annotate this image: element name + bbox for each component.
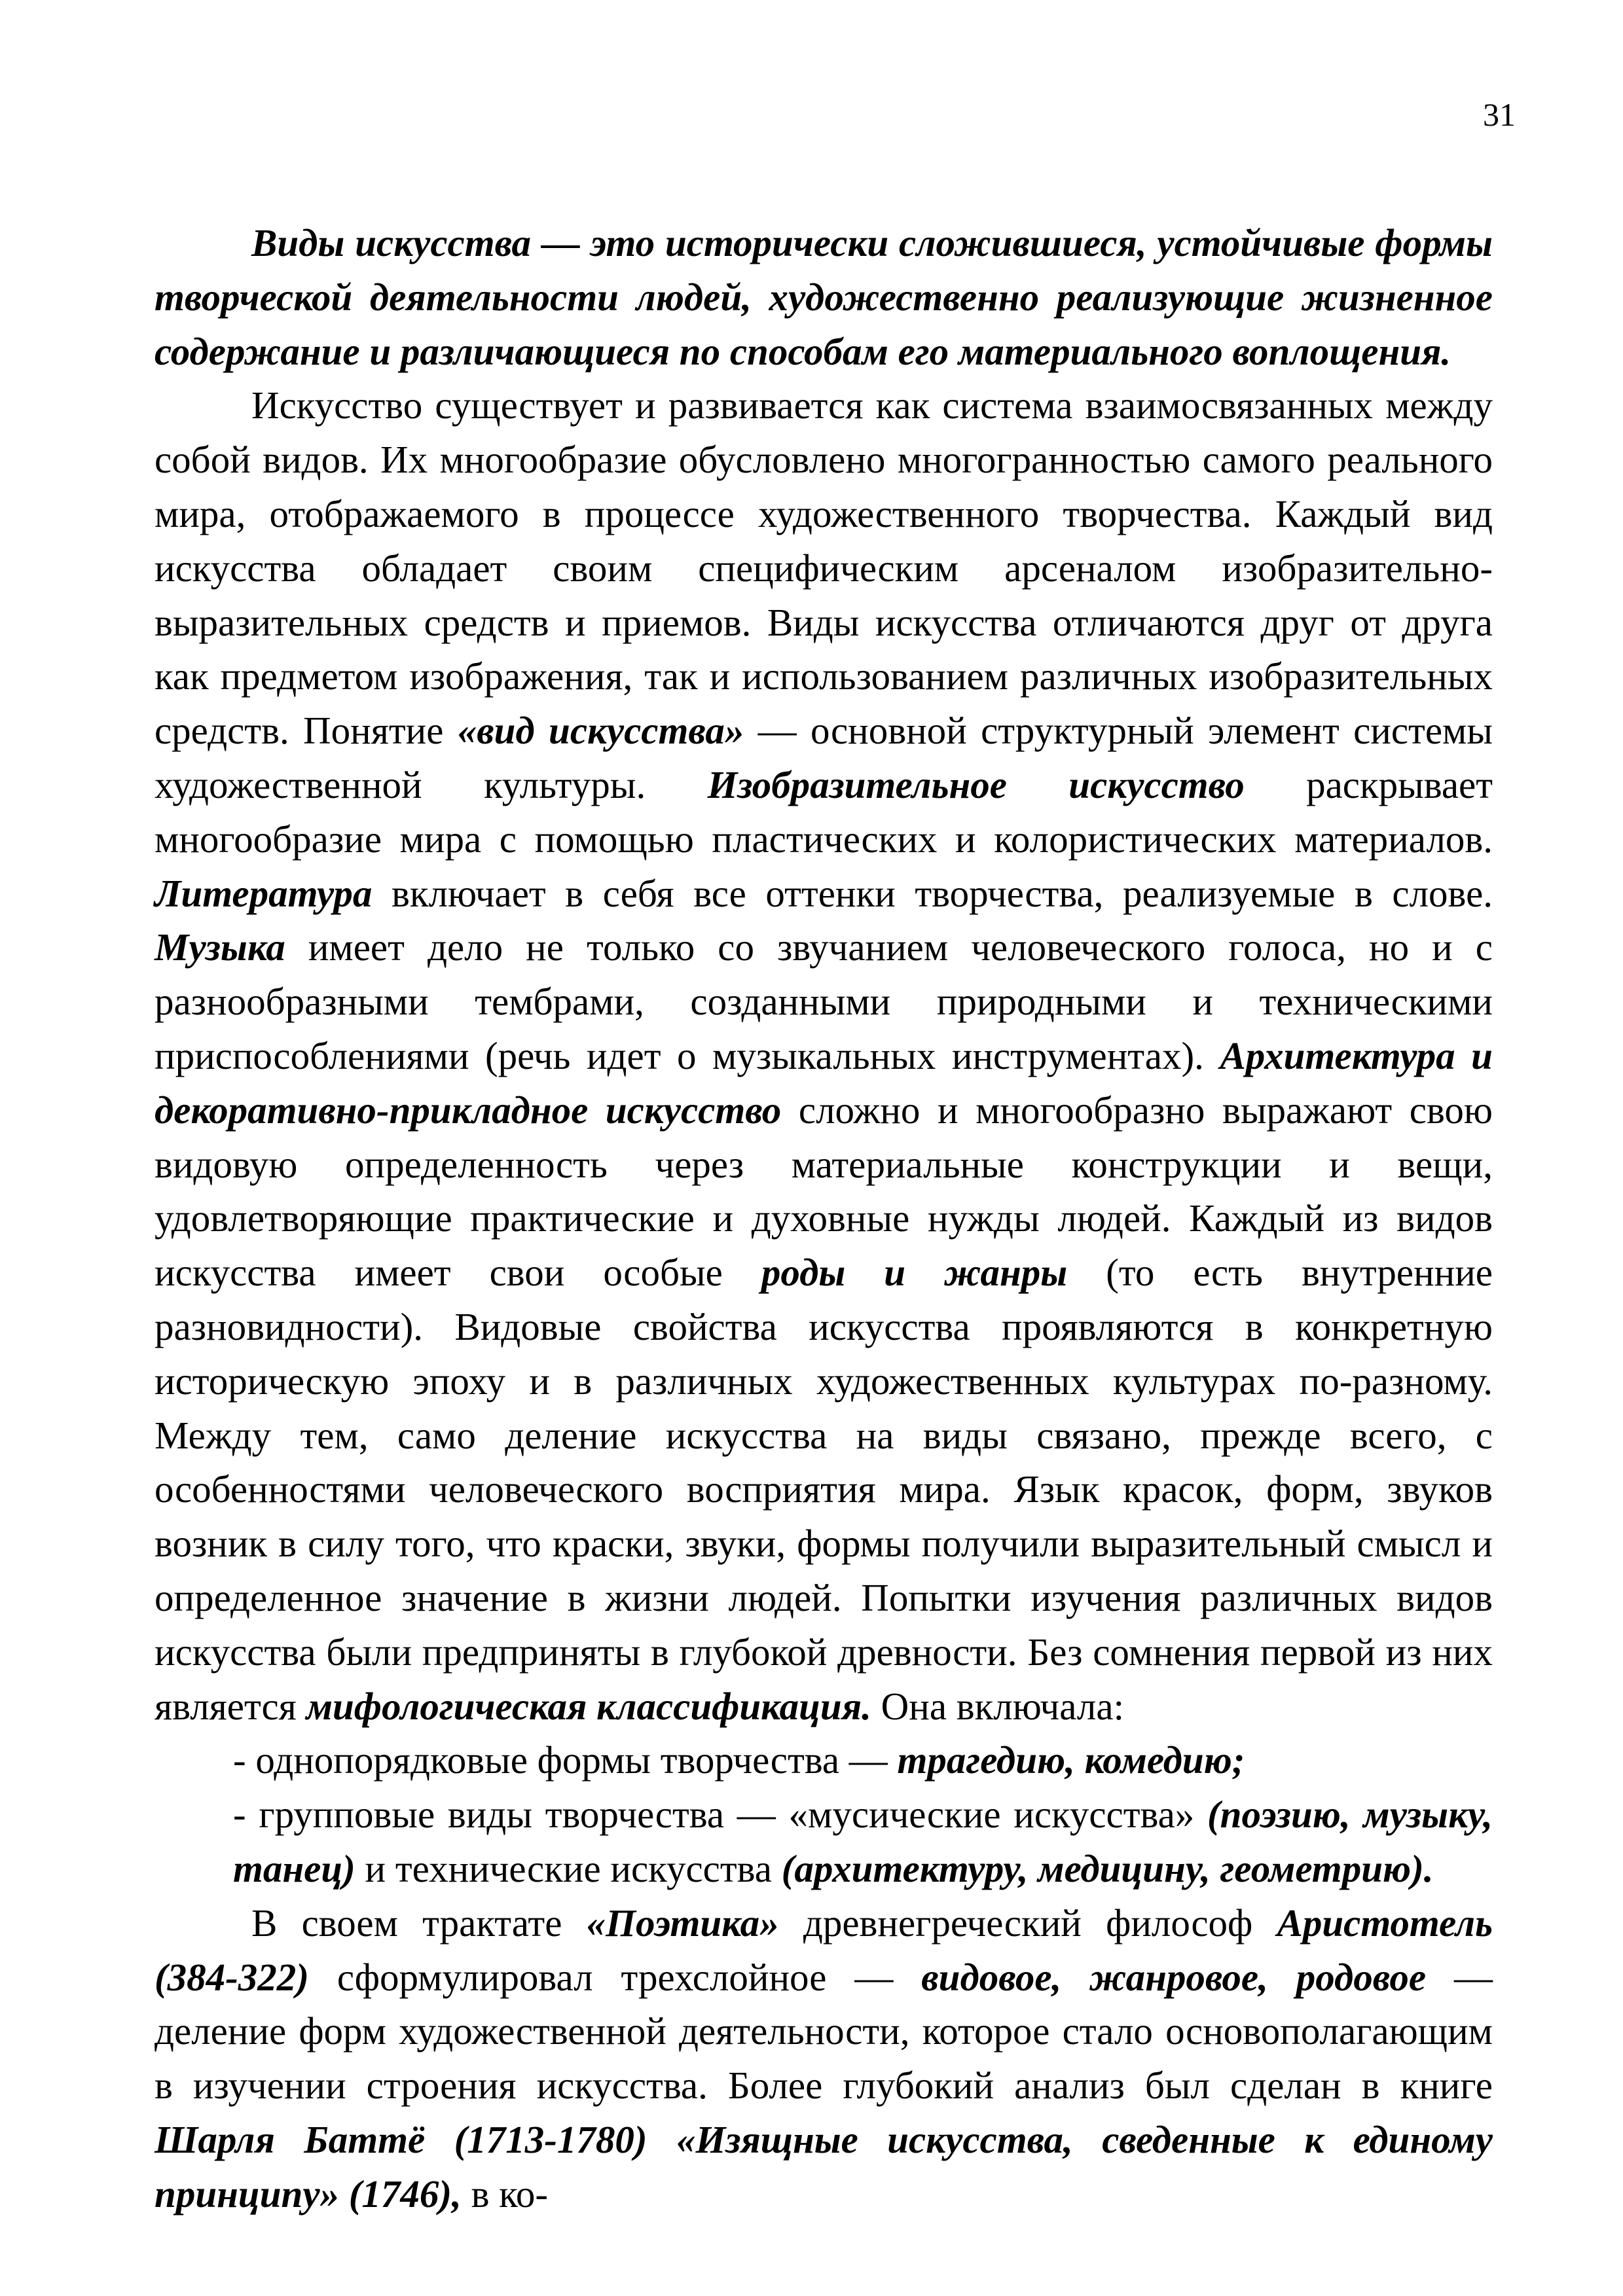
term-izobrazitelnoe: Изобразительное искусство	[707, 762, 1245, 806]
term-arhitektura: Архитектура и декоративно-прикладное искусство	[155, 1033, 1493, 1132]
definition-paragraph: Виды искусства — это исторически сложившиеся, устойчивые формы творческой деятельности людей, художественно реализующие жизненное содержание и различающиеся по способам его материального воплощения.	[155, 221, 1493, 373]
paragraph-art-kinds: Искусство существует и развивается как система взаимосвязанных между собой видов. Их многообразие обусловлено многогранностью самого реального мира, отображаемого в процессе художественного творчества. Каждый вид искусства обладает своим специфическим арсеналом изобразительно-выразительных средств и приемов. Виды искусства отличаются друг от друга как предметом изображения, так и использованием различных изобразительных средств. Понятие «вид искусства» — основной структурный элемент системы художественной культуры. Изобразительное искусство раскрывает многообразие мира с помощью пластических и колористических материалов. Литература включает в себя все оттенки творчества, реализуемые в слове. Музыка имеет дело не только со звучанием человеческого голоса, но и с разнообразными тембрами, созданными природными и техническими приспособлениями (речь идет о музыкальных инструментах). Архитектура и декоративно-прикладное искусство сложно и многообразно выражают свою видовую определенность через материальные конструкции и вещи, удовлетворяющие практические и духовные нужды людей. Каждый из видов искусства имеет свои особые роды и жанры (то есть внутренние разновидности). Видовые свойства искусства проявляются в конкретную историческую эпоху и в различных художественных культурах по-разному. Между тем, само деление искусства на виды связано, прежде всего, с особенностями человеческого восприятия мира. Язык красок, форм, звуков возник в силу того, что краски, звуки, формы получили выразительный смысл и определенное значение в жизни людей. Попытки изучения различных видов искусства были предприняты в глубокой древности. Без сомнения первой из них является мифологическая классификация. Она включала:	[155, 384, 1493, 1728]
list-item-2: - групповые виды творчества — «мусические искусства» (поэзию, музыку, танец) и технические искусства (архитектуру, медицину, геометрию).	[233, 1793, 1493, 1890]
page-number: 31	[1483, 96, 1516, 133]
term-vid-iskusstva: «вид искусства»	[457, 709, 744, 753]
term-mifologicheskaya: мифологическая классификация.	[306, 1684, 871, 1728]
term-vidovoe: видовое, жанровое, родовое	[921, 1955, 1427, 1999]
term-batte: Шарля Баттё (1713-1780) «Изящные искусства, сведенные к единому принципу» (1746),	[155, 2117, 1493, 2215]
page-text	[155, 216, 1493, 2221]
term-aristotel: Аристотель (384-322)	[155, 1901, 1493, 1999]
term-muzyka: Музыка	[155, 925, 285, 969]
term-rody-zhanry: роды и жанры	[761, 1251, 1068, 1295]
list-item-1: - однопорядковые формы творчества — трагедию, комедию;	[233, 1738, 1245, 1782]
term-poetika: «Поэтика»	[586, 1901, 779, 1945]
paragraph-aristotle: В своем трактате «Поэтика» древнегреческий философ Аристотель (384-322) сформулировал трехслойное — видовое, жанровое, родовое — деление форм художественной деятельности, которое стало основополагающим в изучении строения искусства. Более глубокий анализ был сделан в книге Шарля Баттё (1713-1780) «Изящные искусства, сведенные к единому принципу» (1746), в ко-	[155, 1901, 1493, 2215]
term-literatura: Литература	[155, 871, 373, 915]
